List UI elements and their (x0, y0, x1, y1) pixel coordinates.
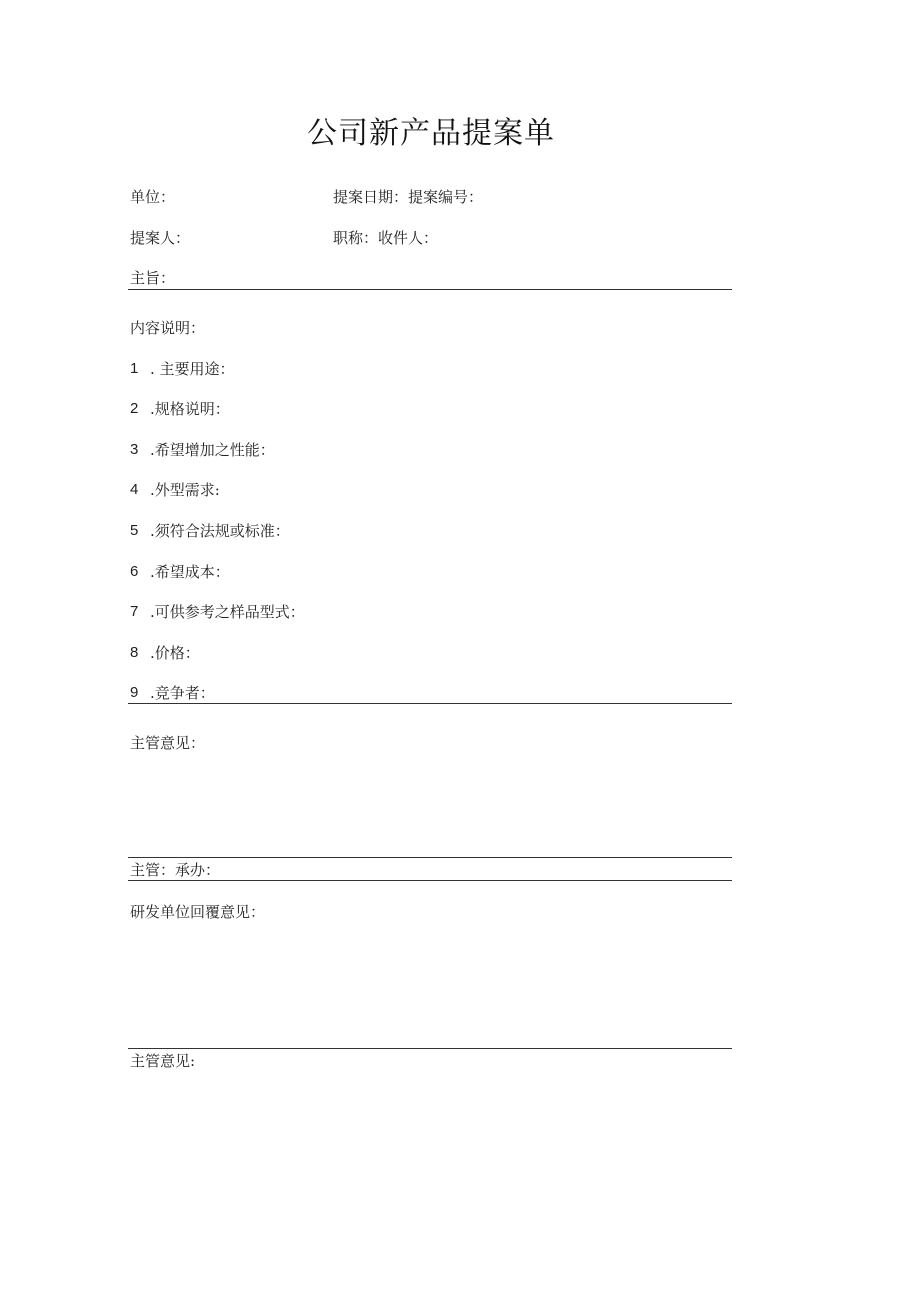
final-supervisor-opinion-label: 主管意见: (130, 1052, 196, 1070)
subject-label: 主旨： (130, 269, 176, 287)
item-text: .价格： (150, 644, 200, 662)
item-number: 7 (130, 603, 139, 620)
supervisor-opinion-label: 主管意见： (130, 734, 206, 752)
item-text: .须符合法规或标准： (150, 522, 290, 540)
content-rule (128, 703, 732, 704)
rd-reply-label: 研发单位回覆意见： (130, 903, 266, 921)
supervisor-handler-label: 主管：承办： (130, 861, 221, 879)
unit-label: 单位： (130, 188, 176, 206)
item-text: .希望增加之性能： (150, 441, 275, 459)
job-title-receiver-label: 职称：收件人： (333, 229, 439, 247)
proposer-label: 提案人： (130, 229, 191, 247)
document-title: 公司新产品提案单 (307, 116, 555, 151)
item-text: . 主要用途： (150, 360, 235, 378)
content-heading: 内容说明： (130, 319, 206, 337)
supervisor-top-rule (128, 857, 732, 858)
item-text: .外型需求: (150, 481, 220, 499)
item-number: 9 (130, 684, 139, 701)
supervisor-bottom-rule (128, 880, 732, 881)
item-text: .希望成本： (150, 563, 230, 581)
item-text: .可供参考之样品型式： (150, 603, 305, 621)
item-text: .规格说明： (150, 400, 230, 418)
item-number: 4 (130, 481, 139, 498)
item-number: 1 (130, 360, 139, 377)
item-number: 3 (130, 441, 139, 458)
item-number: 8 (130, 644, 139, 661)
item-number: 5 (130, 522, 139, 539)
item-number: 6 (130, 563, 139, 580)
item-number: 2 (130, 400, 139, 417)
rd-reply-rule (128, 1048, 732, 1049)
subject-rule (128, 289, 732, 290)
proposal-date-number-label: 提案日期：提案编号： (333, 188, 484, 206)
item-text: .竞争者： (150, 684, 215, 702)
